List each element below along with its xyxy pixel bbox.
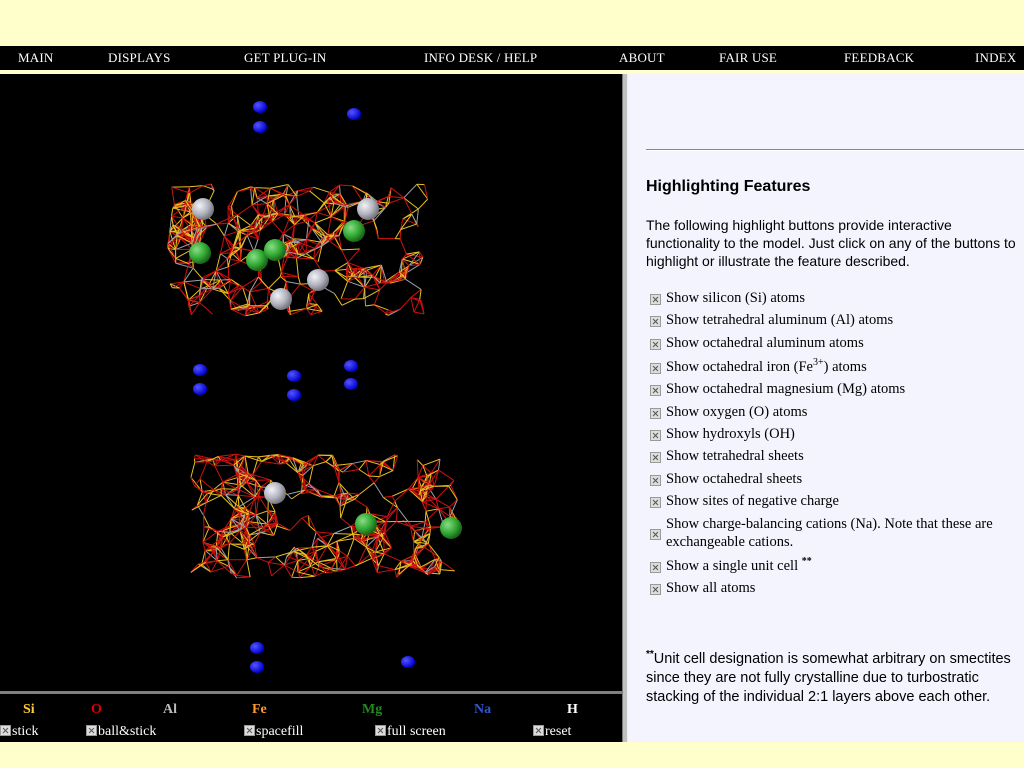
panel-heading: Highlighting Features bbox=[646, 178, 811, 195]
bond-line bbox=[255, 480, 256, 497]
bond-line bbox=[411, 298, 414, 312]
bond-line bbox=[217, 560, 228, 561]
bond-line bbox=[341, 250, 347, 263]
molecule-viewer[interactable] bbox=[0, 74, 622, 693]
bond-line bbox=[239, 513, 245, 514]
bond-line bbox=[358, 553, 371, 564]
aluminum-atom bbox=[192, 198, 214, 220]
aluminum-atom bbox=[357, 198, 379, 220]
aluminum-atom bbox=[307, 269, 329, 291]
bond-line bbox=[395, 489, 409, 501]
bond-line bbox=[258, 230, 260, 239]
show-tetrahedral-sheets-button[interactable] bbox=[650, 447, 1024, 465]
bond-line bbox=[217, 224, 225, 236]
checkbox-icon bbox=[650, 529, 661, 540]
bond-line bbox=[228, 543, 230, 559]
panel-intro-text: The following highlight buttons provide interactive functionality to the model. Just click on any of the buttons to highlight or illustrate the feature described. bbox=[646, 217, 1016, 269]
sodium-atom bbox=[193, 364, 207, 376]
show-octahedral-magnesium-label: Show octahedral magnesium (Mg) atoms bbox=[666, 381, 906, 398]
bond-line bbox=[337, 560, 338, 572]
bond-line bbox=[234, 495, 238, 508]
bond-line bbox=[355, 287, 365, 299]
bond-line bbox=[237, 577, 251, 578]
magnesium-atom bbox=[343, 220, 365, 242]
show-octahedral-aluminum-label: Show octahedral aluminum atoms bbox=[666, 334, 864, 351]
checkbox-icon bbox=[650, 339, 661, 350]
unit-cell-footnote bbox=[646, 650, 1024, 707]
nav-info-desk-link[interactable]: INFO DESK / HELP bbox=[424, 50, 538, 65]
bond-line bbox=[339, 185, 340, 194]
checkbox-icon bbox=[650, 475, 661, 486]
bond-line bbox=[297, 196, 299, 215]
spacefill-button[interactable] bbox=[244, 724, 303, 740]
bond-line bbox=[334, 526, 351, 533]
bond-line bbox=[418, 199, 427, 209]
bond-line bbox=[365, 287, 380, 290]
bond-line bbox=[347, 539, 354, 557]
bond-line bbox=[374, 483, 383, 498]
bond-line bbox=[250, 292, 257, 307]
show-octahedral-aluminum-button[interactable] bbox=[650, 334, 1024, 352]
bond-line bbox=[374, 305, 388, 310]
checkbox-icon bbox=[86, 725, 97, 736]
bond-line bbox=[395, 570, 397, 578]
show-oxygen-button[interactable] bbox=[650, 403, 1024, 421]
checkbox-icon bbox=[650, 363, 661, 374]
bond-line bbox=[309, 515, 317, 531]
legend-si: Si bbox=[23, 702, 35, 717]
bond-line bbox=[383, 496, 392, 497]
checkbox-icon bbox=[650, 385, 661, 396]
bond-line bbox=[411, 289, 421, 297]
full-screen-button[interactable] bbox=[375, 724, 446, 740]
bond-line bbox=[377, 570, 395, 573]
show-hydroxyls-label: Show hydroxyls (OH) bbox=[666, 425, 795, 442]
bond-line bbox=[417, 460, 423, 466]
bond-line bbox=[203, 515, 204, 527]
show-hydroxyls-button[interactable] bbox=[650, 425, 1024, 443]
bond-line bbox=[341, 249, 359, 250]
aluminum-atom bbox=[264, 482, 286, 504]
bond-line bbox=[339, 470, 340, 483]
bond-line bbox=[389, 198, 404, 203]
bond-line bbox=[400, 239, 406, 254]
bond-line bbox=[316, 532, 334, 534]
footnote-text: Unit cell designation is somewhat arbitrary on smectites since they are not fully crystalline due to turbostratic stacking of the individual 2:1 layers above each other. bbox=[646, 651, 1011, 705]
sodium-atom bbox=[287, 389, 301, 401]
bond-line bbox=[270, 184, 288, 188]
bond-line bbox=[366, 461, 369, 476]
bond-line bbox=[240, 235, 247, 248]
bond-line bbox=[238, 495, 239, 507]
bond-line bbox=[355, 499, 367, 507]
bond-line bbox=[419, 252, 420, 265]
checkbox-icon bbox=[650, 430, 661, 441]
bond-line bbox=[220, 254, 227, 259]
bond-line bbox=[313, 187, 329, 192]
show-all-atoms-button[interactable] bbox=[650, 579, 1024, 597]
bond-line bbox=[331, 217, 344, 223]
bond-line bbox=[203, 503, 206, 516]
bond-line bbox=[262, 204, 267, 217]
bond-line bbox=[328, 217, 331, 235]
magnesium-atom bbox=[355, 513, 377, 535]
bond-line bbox=[384, 554, 401, 561]
bond-line bbox=[341, 493, 348, 494]
bond-line bbox=[410, 522, 425, 527]
checkbox-icon bbox=[650, 497, 661, 508]
show-silicon-button[interactable] bbox=[650, 289, 1024, 307]
bond-line bbox=[215, 465, 234, 466]
checkbox-icon bbox=[0, 725, 11, 736]
bond-line bbox=[302, 518, 309, 526]
bond-line bbox=[417, 224, 419, 227]
bond-line bbox=[315, 217, 331, 223]
sodium-atom bbox=[250, 642, 264, 654]
bond-line bbox=[302, 515, 309, 518]
bond-line bbox=[417, 209, 419, 224]
bond-line bbox=[283, 234, 291, 242]
show-cations-label: Show charge-balancing cations (Na). Note that these are exchangeable cations. bbox=[666, 515, 993, 550]
bond-line bbox=[172, 187, 190, 193]
bond-line bbox=[397, 508, 407, 522]
sodium-atom bbox=[250, 661, 264, 673]
bond-line bbox=[318, 455, 332, 456]
show-octahedral-sheets-label: Show octahedral sheets bbox=[666, 470, 803, 487]
bond-line bbox=[379, 471, 393, 477]
legend-h: H bbox=[567, 702, 578, 717]
reset-button[interactable] bbox=[533, 724, 571, 740]
bond-line bbox=[241, 485, 255, 497]
show-octahedral-iron-label-end: ) atoms bbox=[823, 358, 867, 375]
bond-line bbox=[341, 281, 348, 298]
legend-na: Na bbox=[474, 702, 492, 717]
nav-index-link[interactable]: INDEX bbox=[975, 50, 1017, 65]
bond-line bbox=[257, 557, 276, 558]
checkbox-icon bbox=[650, 294, 661, 305]
bond-line bbox=[297, 191, 310, 196]
bond-line bbox=[334, 533, 353, 534]
bond-line bbox=[286, 282, 300, 285]
bond-line bbox=[334, 483, 339, 496]
bond-line bbox=[200, 462, 207, 479]
bond-line bbox=[422, 499, 436, 501]
bond-line bbox=[232, 192, 238, 206]
bond-line bbox=[369, 465, 380, 476]
bond-line bbox=[353, 463, 359, 469]
bond-line bbox=[255, 188, 271, 189]
bond-line bbox=[191, 462, 195, 477]
magnesium-atom bbox=[264, 239, 286, 261]
checkbox-icon bbox=[533, 725, 544, 736]
bond-line bbox=[247, 558, 257, 560]
bond-line bbox=[298, 277, 300, 284]
bond-line bbox=[392, 496, 394, 501]
nav-displays-link[interactable]: DISPLAYS bbox=[108, 50, 171, 65]
bond-line bbox=[366, 305, 375, 306]
sodium-atom bbox=[287, 370, 301, 382]
show-all-atoms-label: Show all atoms bbox=[666, 579, 756, 596]
show-unit-cell-button[interactable] bbox=[650, 557, 1024, 575]
bond-line bbox=[220, 236, 224, 254]
stick-label: stick bbox=[12, 724, 39, 739]
show-tetrahedral-aluminum-label: Show tetrahedral aluminum (Al) atoms bbox=[666, 312, 894, 329]
bond-line bbox=[296, 258, 298, 277]
checkbox-icon bbox=[650, 452, 661, 463]
bond-line bbox=[257, 198, 274, 199]
bond-line bbox=[418, 476, 427, 477]
molecule-structure-canvas[interactable] bbox=[0, 74, 622, 693]
iron-charge-superscript: 3+ bbox=[812, 356, 824, 368]
bond-line bbox=[380, 283, 387, 290]
bond-line bbox=[172, 216, 183, 218]
bond-line bbox=[194, 455, 195, 459]
highlight-button-list bbox=[650, 289, 1024, 601]
sodium-atom bbox=[347, 108, 361, 120]
show-unit-cell-label: Show a single unit cell bbox=[666, 557, 802, 574]
bond-line bbox=[439, 507, 450, 509]
bond-line bbox=[267, 511, 268, 524]
bond-line bbox=[425, 511, 426, 521]
show-octahedral-sheets-button[interactable] bbox=[650, 470, 1024, 488]
bond-line bbox=[347, 556, 355, 565]
sodium-atom bbox=[344, 378, 358, 390]
checkbox-icon bbox=[650, 316, 661, 327]
bond-line bbox=[256, 496, 259, 515]
bond-line bbox=[298, 572, 315, 576]
ball-and-stick-label: ball&stick bbox=[98, 724, 157, 739]
bond-line bbox=[200, 303, 213, 314]
bond-line bbox=[215, 466, 223, 482]
atoms-group bbox=[189, 101, 462, 673]
magnesium-atom bbox=[440, 517, 462, 539]
bond-line bbox=[289, 205, 290, 218]
bond-line bbox=[404, 184, 417, 198]
bond-line bbox=[268, 562, 271, 576]
bond-line bbox=[392, 489, 408, 496]
stick-button[interactable] bbox=[0, 724, 38, 740]
bond-line bbox=[203, 186, 212, 189]
bond-line bbox=[237, 560, 247, 576]
bond-line bbox=[374, 477, 379, 483]
show-tetrahedral-sheets-label: Show tetrahedral sheets bbox=[666, 448, 804, 465]
silicate-layer-bottom bbox=[191, 454, 457, 578]
footnote-mark: ** bbox=[646, 649, 654, 661]
checkbox-icon bbox=[650, 408, 661, 419]
show-negative-charge-label: Show sites of negative charge bbox=[666, 493, 839, 510]
bond-line bbox=[332, 569, 345, 570]
bond-line bbox=[272, 221, 283, 233]
horizontal-rule bbox=[646, 149, 1024, 151]
show-octahedral-iron-label: Show octahedral iron (Fe bbox=[666, 358, 813, 375]
bond-line bbox=[341, 518, 351, 526]
bond-line bbox=[369, 476, 374, 483]
bond-line bbox=[345, 566, 355, 570]
checkbox-icon bbox=[650, 562, 661, 573]
bond-line bbox=[228, 261, 240, 267]
bond-line bbox=[290, 518, 302, 530]
bond-line bbox=[295, 217, 296, 225]
bond-line bbox=[203, 280, 221, 281]
bond-line bbox=[383, 462, 393, 471]
legend-al: Al bbox=[163, 702, 177, 717]
bond-line bbox=[184, 280, 201, 282]
page-bottom-strip bbox=[0, 742, 1024, 768]
show-cations-button[interactable] bbox=[650, 515, 1024, 551]
bond-line bbox=[335, 270, 347, 277]
show-octahedral-iron-button[interactable] bbox=[650, 358, 1024, 376]
checkbox-icon bbox=[244, 725, 255, 736]
bond-line bbox=[385, 314, 388, 315]
magnesium-atom bbox=[189, 242, 211, 264]
show-silicon-label: Show silicon (Si) atoms bbox=[666, 290, 805, 306]
bond-line bbox=[436, 486, 449, 499]
bond-line bbox=[268, 557, 275, 562]
bond-line bbox=[299, 576, 314, 577]
bond-line bbox=[438, 470, 453, 480]
bond-line bbox=[417, 460, 418, 478]
bond-line bbox=[267, 196, 268, 204]
bond-line bbox=[369, 476, 380, 477]
nav-feedback-link[interactable]: FEEDBACK bbox=[844, 50, 915, 65]
bond-line bbox=[197, 492, 202, 505]
bond-line bbox=[339, 551, 347, 556]
bond-line bbox=[188, 300, 191, 314]
bond-line bbox=[414, 312, 424, 314]
bond-line bbox=[280, 273, 281, 277]
legend-mg: Mg bbox=[362, 702, 383, 717]
bond-line bbox=[449, 486, 458, 499]
show-negative-charge-button[interactable] bbox=[650, 492, 1024, 510]
bond-line bbox=[378, 566, 394, 570]
bond-line bbox=[359, 483, 374, 494]
bond-line bbox=[236, 454, 245, 456]
bond-line bbox=[184, 282, 201, 289]
bond-line bbox=[340, 506, 341, 518]
bond-line bbox=[310, 191, 324, 203]
sodium-atom bbox=[253, 121, 267, 133]
bond-line bbox=[348, 249, 360, 263]
show-octahedral-magnesium-button[interactable] bbox=[650, 380, 1024, 398]
bond-line bbox=[334, 293, 342, 305]
bond-line bbox=[203, 184, 211, 186]
sodium-atom bbox=[253, 101, 267, 113]
bond-line bbox=[224, 223, 228, 236]
nav-get-plugin-link[interactable]: GET PLUG-IN bbox=[244, 50, 327, 65]
sodium-atom bbox=[344, 360, 358, 372]
bond-line bbox=[256, 511, 268, 515]
checkbox-icon bbox=[650, 584, 661, 595]
ball-and-stick-button[interactable] bbox=[86, 724, 156, 740]
show-tetrahedral-aluminum-button[interactable] bbox=[650, 311, 1024, 329]
reset-label: reset bbox=[545, 724, 572, 739]
aluminum-atom bbox=[270, 288, 292, 310]
bond-line bbox=[172, 187, 175, 204]
bond-line bbox=[326, 456, 332, 462]
full-screen-label: full screen bbox=[387, 724, 446, 739]
bond-line bbox=[318, 455, 326, 462]
bond-line bbox=[339, 185, 352, 186]
bond-line bbox=[312, 532, 316, 547]
legend-fe: Fe bbox=[252, 702, 267, 717]
highlight-features-panel[interactable] bbox=[628, 74, 1024, 742]
show-oxygen-label: Show oxygen (O) atoms bbox=[666, 403, 808, 420]
bond-line bbox=[193, 268, 203, 279]
bond-line bbox=[342, 299, 355, 305]
legend-o: O bbox=[91, 702, 102, 717]
sodium-atom bbox=[401, 656, 415, 668]
bond-line bbox=[253, 461, 262, 474]
bond-line bbox=[405, 279, 421, 289]
bond-line bbox=[400, 298, 410, 310]
bond-line bbox=[237, 205, 252, 215]
bond-line bbox=[326, 571, 337, 572]
bond-line bbox=[268, 277, 280, 289]
checkbox-icon bbox=[375, 725, 386, 736]
bond-line bbox=[297, 191, 298, 196]
spacefill-label: spacefill bbox=[256, 724, 304, 739]
bond-line bbox=[287, 494, 291, 498]
nav-main-link[interactable]: MAIN bbox=[18, 50, 54, 65]
bond-line bbox=[205, 551, 206, 563]
nav-about-link[interactable]: ABOUT bbox=[619, 50, 665, 65]
top-navigation-bar bbox=[0, 46, 1024, 70]
sodium-atom bbox=[193, 383, 207, 395]
unit-cell-footnote-mark: ** bbox=[801, 555, 812, 567]
bond-line bbox=[252, 205, 262, 217]
bond-line bbox=[247, 560, 250, 577]
legend-control-bar bbox=[0, 694, 622, 742]
nav-fair-use-link[interactable]: FAIR USE bbox=[719, 50, 778, 65]
bond-line bbox=[257, 558, 268, 563]
bond-line bbox=[272, 565, 285, 576]
bond-line bbox=[227, 259, 228, 267]
